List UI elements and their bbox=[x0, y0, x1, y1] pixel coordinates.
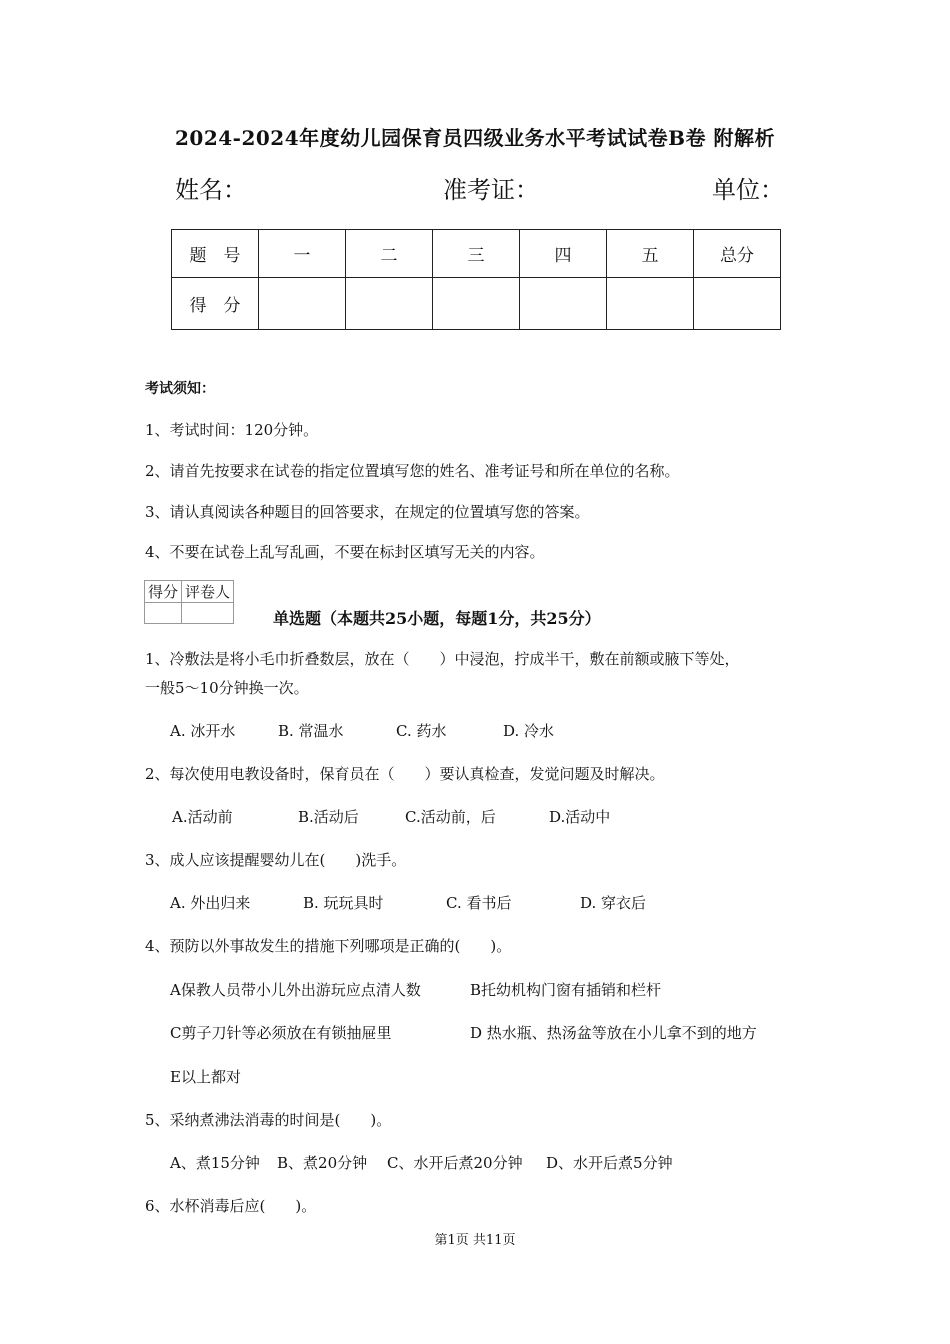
score-table bbox=[171, 229, 781, 330]
score-table-cell: 二 bbox=[346, 230, 433, 278]
unit-field-label: 单位： bbox=[712, 176, 784, 204]
question-option: A. 冰开水 bbox=[170, 722, 236, 740]
question-option: D. 穿衣后 bbox=[580, 894, 647, 912]
question-text: 1、冷敷法是将小毛巾折叠数层，放在（ ）中浸泡，拧成半干，敷在前额或腋下等处， bbox=[145, 650, 740, 668]
notice-item: 3、请认真阅读各种题目的回答要求，在规定的位置填写您的答案。 bbox=[145, 503, 590, 521]
question-option: E以上都对 bbox=[170, 1068, 241, 1086]
question-option: A. 外出归来 bbox=[170, 894, 251, 912]
question-option: A.活动前 bbox=[172, 808, 233, 826]
question-option: C、水开后煮20分钟 bbox=[387, 1154, 523, 1172]
score-table-cell: 题 号 bbox=[172, 230, 259, 278]
question-option: B. 玩玩具时 bbox=[303, 894, 384, 912]
score-table-blank-cell bbox=[520, 278, 607, 330]
score-table-blank-cell bbox=[694, 278, 781, 330]
score-table-header-row bbox=[172, 230, 781, 278]
question-text: 2、每次使用电教设备时，保育员在（ ）要认真检查，发觉问题及时解决。 bbox=[145, 765, 665, 783]
score-table-cell: 得 分 bbox=[172, 278, 259, 330]
question-option: C剪子刀针等必须放在有锁抽屉里 bbox=[170, 1024, 392, 1042]
question-option: D.活动中 bbox=[549, 808, 611, 826]
candidate-fields bbox=[0, 170, 950, 202]
notice-heading: 考试须知： bbox=[145, 381, 215, 397]
question-text: 6、水杯消毒后应( )。 bbox=[145, 1197, 317, 1215]
page-number: 第1页 共11页 bbox=[434, 1233, 516, 1248]
question-text: 5、采纳煮沸法消毒的时间是( )。 bbox=[145, 1111, 392, 1129]
score-table-cell: 五 bbox=[607, 230, 694, 278]
question-option: C.活动前，后 bbox=[405, 808, 496, 826]
grader-box bbox=[144, 580, 234, 624]
grader-score-label: 得分 bbox=[145, 581, 182, 603]
name-field-label: 姓名： bbox=[175, 176, 247, 204]
question-text: 4、预防以外事故发生的措施下列哪项是正确的( )。 bbox=[145, 937, 512, 955]
question-option: C. 看书后 bbox=[446, 894, 512, 912]
question-option: B. 常温水 bbox=[278, 722, 344, 740]
score-table-blank-cell bbox=[259, 278, 346, 330]
question-option: C. 药水 bbox=[396, 722, 447, 740]
question-option: B、煮20分钟 bbox=[277, 1154, 368, 1172]
score-table-blank-cell bbox=[346, 278, 433, 330]
notice-item: 1、考试时间：120分钟。 bbox=[145, 421, 319, 439]
score-table-cell: 一 bbox=[259, 230, 346, 278]
question-option: B托幼机构门窗有插销和栏杆 bbox=[470, 981, 662, 999]
grader-score-blank bbox=[145, 603, 182, 624]
question-option: D. 冷水 bbox=[503, 722, 555, 740]
question-option: A保教人员带小儿外出游玩应点清人数 bbox=[170, 981, 421, 999]
score-table-cell: 总分 bbox=[694, 230, 781, 278]
question-option: D 热水瓶、热汤盆等放在小儿拿不到的地方 bbox=[470, 1024, 757, 1042]
question-text: 一般5～10分钟换一次。 bbox=[145, 679, 309, 697]
question-option: A、煮15分钟 bbox=[170, 1154, 260, 1172]
grader-reviewer-label: 评卷人 bbox=[182, 581, 234, 603]
score-table-blank-cell bbox=[433, 278, 520, 330]
score-table-score-row bbox=[172, 278, 781, 330]
score-table-blank-cell bbox=[607, 278, 694, 330]
question-option: D、水开后煮5分钟 bbox=[546, 1154, 673, 1172]
exam-title: 2024-2024年度幼儿园保育员四级业务水平考试试卷B卷 附解析 bbox=[175, 126, 775, 150]
grader-reviewer-blank bbox=[182, 603, 234, 624]
question-option: B.活动后 bbox=[298, 808, 359, 826]
exam-id-field-label: 准考证： bbox=[443, 176, 539, 204]
notice-item: 4、不要在试卷上乱写乱画，不要在标封区填写无关的内容。 bbox=[145, 543, 545, 561]
notice-item: 2、请首先按要求在试卷的指定位置填写您的姓名、准考证号和所在单位的名称。 bbox=[145, 462, 680, 480]
score-table-cell: 三 bbox=[433, 230, 520, 278]
question-text: 3、成人应该提醒婴幼儿在( )洗手。 bbox=[145, 851, 407, 869]
section-heading: 单选题（本题共25小题，每题1分，共25分） bbox=[273, 609, 601, 628]
score-table-cell: 四 bbox=[520, 230, 607, 278]
